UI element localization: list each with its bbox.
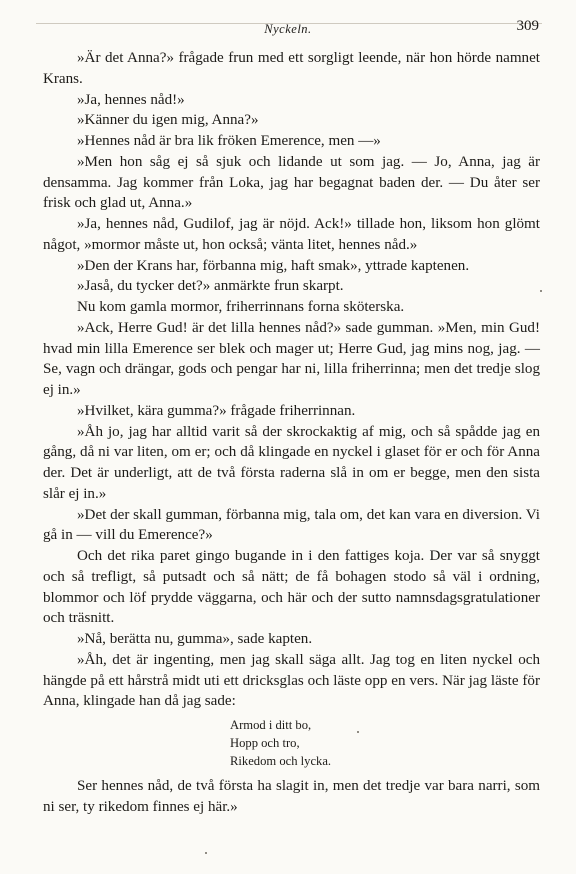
- running-head: [0, 18, 576, 40]
- paragraph: »Jaså, du tycker det?» anmärkte frun skarpt.: [77, 278, 344, 295]
- verse-line: Armod i ditt bo,: [230, 718, 312, 732]
- paragraph: »Ja, hennes nåd!»: [77, 91, 185, 108]
- paragraph: Och det rika paret gingo bugande in i den fattiges koja. Der var så snyggt och så trefligt, så putsadt och så nätt; de få bohagen stodo så väl i ordning, blommor och löf prydde väggarna, och här och der sutto namnsdagsgratulationer och träsnitt.: [43, 548, 540, 627]
- paragraph: »Det der skall gumman, förbanna mig, tala om, det kan vara en diversion. Vi gå in — vill du Emerence?»: [43, 506, 540, 544]
- page-number: 309: [516, 18, 539, 34]
- paragraph: »Den der Krans har, förbanna mig, haft smak», yttrade kaptenen.: [77, 257, 470, 274]
- closing-paragraph: Ser hennes nåd, de två första ha slagit in, men det tredje var bara narri, som ni ser, ty rikedom finnes ej här.»: [43, 778, 540, 815]
- verse-line: Hopp och tro,: [230, 736, 300, 750]
- paragraph: Nu kom gamla mormor, friherrinnans forna sköterska.: [77, 299, 405, 315]
- print-speck: [205, 852, 207, 854]
- paragraph: »Åh, det är ingenting, men jag skall säga allt. Jag tog en liten nyckel och hängde på ett hårstrå midt uti ett dricksglas och läste opp en vers. När jag läste för Anna, klingade han då jag sade:: [43, 651, 540, 710]
- print-speck: [540, 290, 542, 292]
- paragraph: »Hvilket, kära gumma?» frågade friherrinnan.: [77, 402, 356, 419]
- paragraph: »Åh jo, jag har alltid varit så der skrockaktig af mig, och så spådde jag en gång, då ni var liten, om er; och då klingade en nyckel i glaset för er och för Anna der. Det är underligt, att de två första raderna slå in om er begge, men den sista slår ej in.»: [43, 423, 540, 502]
- paragraph: »Nå, berätta nu, gumma», sade kapten.: [77, 631, 313, 647]
- paragraph: »Hennes nåd är bra lik fröken Emerence, men —»: [77, 133, 381, 149]
- paragraph: »Är det Anna?» frågade frun med ett sorgligt leende, när hon hörde namnet Krans.: [43, 50, 540, 87]
- paragraph: »Men hon såg ej så sjuk och lidande ut som jag. — Jo, Anna, jag är densamma. Jag kommer från Loka, jag har begagnat baden der. — Du åter ser frisk och glad ut, Anna.»: [43, 153, 540, 212]
- paragraph: »Ack, Herre Gud! är det lilla hennes nåd?» sade gumman. »Men, min Gud! hvad min lilla Emerence ser blek och mager ut; Herre Gud, jag mins nog, jag. — Se, vagn och drängar, gods och pengar har ni, lilla friherrinna; men det tredje slog ej in.»: [43, 319, 540, 398]
- running-title: Nyckeln.: [264, 22, 312, 36]
- paragraph: »Ja, hennes nåd, Gudilof, jag är nöjd. Ack!» tillade hon, liksom hon glömt något, »mormor måste ut, hon också; vänta litet, hennes nåd.»: [43, 216, 540, 253]
- verse: [230, 716, 540, 770]
- verse-line: Rikedom och lycka.: [230, 754, 332, 768]
- print-speck: [357, 731, 359, 733]
- body-text: [43, 48, 540, 818]
- paragraph: »Känner du igen mig, Anna?»: [77, 112, 259, 129]
